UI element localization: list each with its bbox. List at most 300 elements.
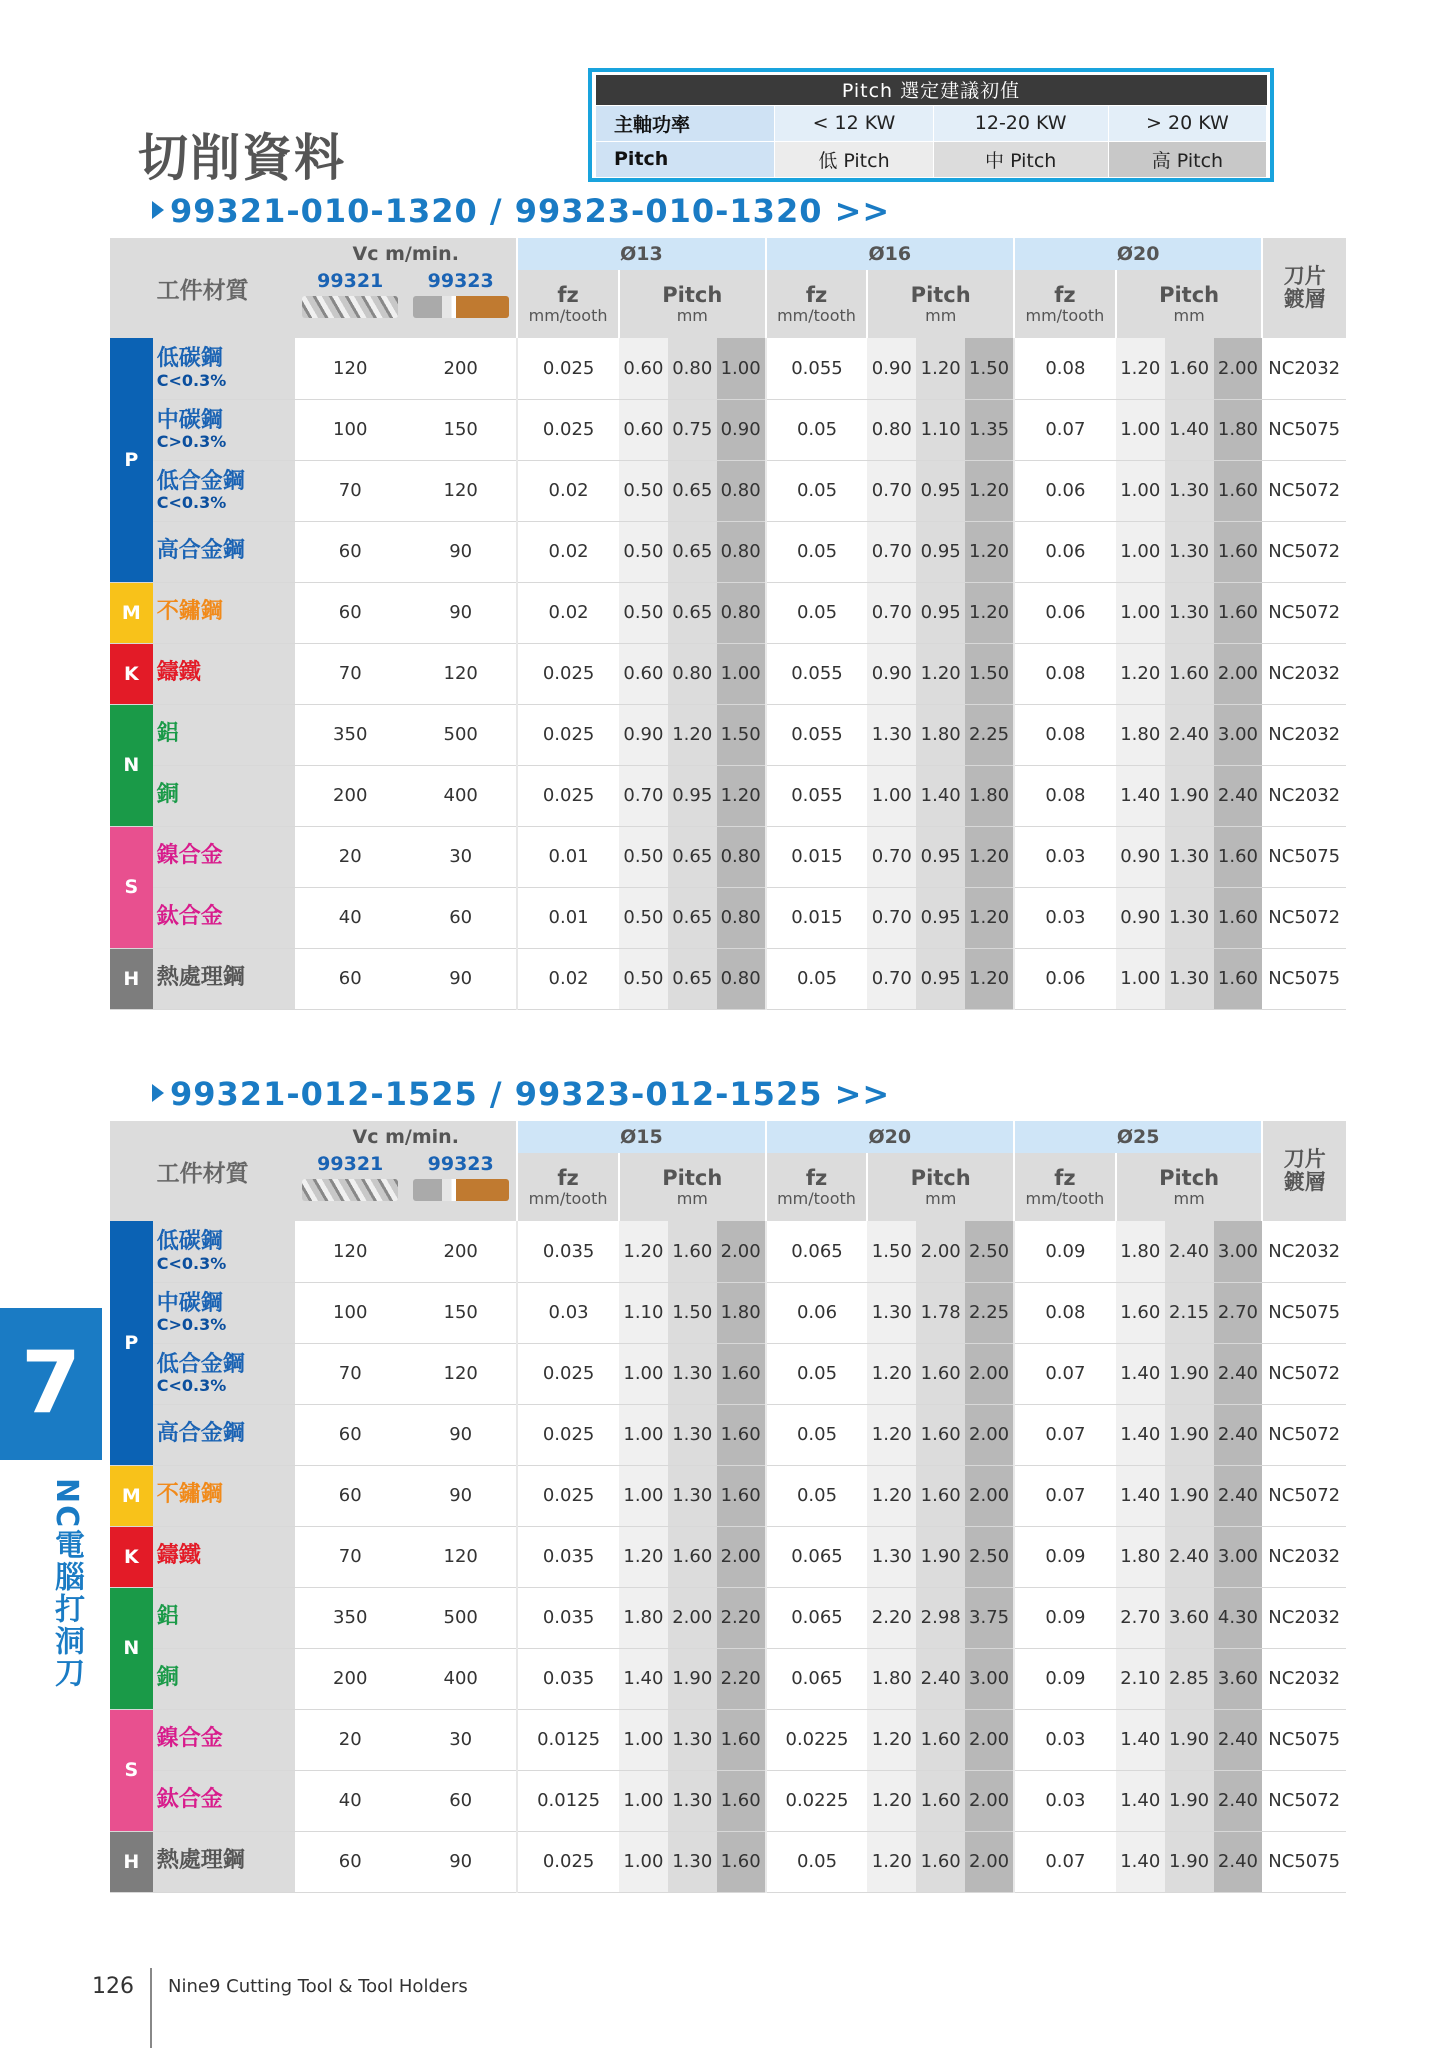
diameter-header: Ø25 [1014,1121,1262,1153]
iso-group-p: P [110,1221,153,1465]
fz-label: fz [805,1165,828,1190]
pitch-high-value: 0.90 [717,399,766,460]
pitch-mid-value: 1.90 [1165,1343,1214,1404]
pitch-mid-value: 0.65 [668,582,717,643]
coating-header-text: 刀片 鍍層 [1283,263,1326,311]
vc-99323: 150 [405,399,517,460]
vc-header: Vc m/min. [295,1121,517,1153]
fz-header [1014,1153,1116,1221]
pitch-high-value: 2.00 [717,1526,766,1587]
pitch-low-value: 1.30 [867,704,916,765]
pitch-mid-value: 2.85 [1165,1648,1214,1709]
coating-header [1262,1121,1346,1221]
vc-99323: 120 [405,1526,517,1587]
pitch-mid-value: 2.40 [1165,1221,1214,1282]
footer-brand: Nine9 Cutting Tool & Tool Holders [168,1976,468,1997]
coating-value: NC5072 [1262,1770,1346,1831]
pitch-high-value: 1.20 [717,765,766,826]
pitch-high-value: 2.20 [717,1648,766,1709]
fz-value: 0.065 [766,1587,868,1648]
pitch-low-value: 1.80 [619,1587,668,1648]
pitch-high-value: 2.40 [1214,1404,1263,1465]
fz-value: 0.05 [766,1831,868,1892]
pitch-mid-value: 1.60 [916,1770,965,1831]
pitch-low-value: 1.10 [619,1282,668,1343]
pitch-low-value: 1.00 [619,1770,668,1831]
chapter-tab: 7 [0,1308,102,1460]
pitch-high-value: 2.40 [1214,1709,1263,1770]
pitch-unit: mm [1173,305,1205,325]
pitch-low-value: 1.40 [1116,1770,1165,1831]
pitch-mid-value: 1.30 [1165,521,1214,582]
pitch-low-value: 1.40 [1116,1831,1165,1892]
pitch-low-value: 0.90 [867,643,916,704]
pitch-mid-value: 0.65 [668,887,717,948]
pitch-low-value: 0.70 [867,826,916,887]
pitch-low-value: 1.00 [619,1465,668,1526]
fz-value: 0.05 [766,1343,868,1404]
pitch-header [619,270,766,338]
pitch-low-value: 1.80 [867,1648,916,1709]
coating-value: NC2032 [1262,1526,1346,1587]
fz-value: 0.08 [1014,765,1116,826]
fz-value: 0.035 [517,1587,619,1648]
iso-group-h: H [110,1831,153,1892]
fz-value: 0.09 [1014,1587,1116,1648]
fz-header [1014,270,1116,338]
power-high: > 20 KW [1108,105,1266,141]
material-name: 鈦合金 [156,904,223,930]
table-row [110,1587,1346,1648]
pitch-low-value: 1.20 [867,1770,916,1831]
pitch-high-value: 1.60 [717,1343,766,1404]
material-name: 高合金鋼 [156,538,245,564]
vc-99321: 350 [295,704,405,765]
fz-value: 0.05 [766,521,868,582]
pitch-label: Pitch [662,1165,723,1190]
product-99323-label: 99323 [427,270,494,292]
pitch-high-value: 2.00 [717,1221,766,1282]
pitch-low-value: 1.20 [619,1221,668,1282]
vc-99323: 400 [405,765,517,826]
fz-value: 0.03 [1014,826,1116,887]
table-row [110,1343,1346,1404]
fz-header [766,270,868,338]
vc-99323: 90 [405,1465,517,1526]
table-row [110,521,1346,582]
pitch-low-value: 1.80 [1116,1221,1165,1282]
pitch-high-value: 1.60 [717,1831,766,1892]
pitch-high-value: 1.60 [1214,887,1263,948]
pitch-high-value: 3.00 [1214,1526,1263,1587]
pitch-high-value: 0.80 [717,521,766,582]
pitch-high-value: 1.20 [965,948,1014,1009]
material-label [153,521,296,582]
pitch-high-value: 1.60 [1214,460,1263,521]
iso-group-k: K [110,1526,153,1587]
diameter-header: Ø16 [766,238,1014,270]
vc-99321: 60 [295,582,405,643]
coating-value: NC5075 [1262,1282,1346,1343]
fz-value: 0.065 [766,1648,868,1709]
fz-value: 0.05 [766,399,868,460]
material-label [153,460,296,521]
pitch-mid-value: 1.20 [668,704,717,765]
pitch-mid-value: 1.60 [668,1221,717,1282]
material-name: 不鏽鋼 [156,1482,223,1508]
pitch-high-value: 3.00 [1214,1221,1263,1282]
material-name: 中碳鋼 [156,1290,223,1316]
pitch-mid-value: 1.40 [1165,399,1214,460]
pitch-low-value: 1.00 [619,1343,668,1404]
material-label [153,1587,296,1648]
pitch-unit: mm [925,1188,957,1208]
iso-group-k: K [110,643,153,704]
pitch-high-value: 1.00 [717,643,766,704]
pitch-low-value: 1.00 [867,765,916,826]
pitch-high-value: 3.00 [1214,704,1263,765]
pitch-mid-value: 1.80 [916,704,965,765]
pitch-mid-value: 0.65 [668,521,717,582]
material-label [153,704,296,765]
fz-value: 0.025 [517,338,619,399]
material-label [153,338,296,399]
coating-value: NC5075 [1262,948,1346,1009]
fz-value: 0.025 [517,1343,619,1404]
fz-value: 0.01 [517,887,619,948]
diameter-header: Ø20 [766,1121,1014,1153]
fz-label: fz [557,1165,579,1190]
coating-header-text: 刀片 鍍層 [1283,1146,1326,1194]
pitch-low-value: 1.20 [1116,643,1165,704]
pitch-mid-value: 2.00 [916,1221,965,1282]
pitch-mid: 中 Pitch [933,141,1108,177]
table-row [110,582,1346,643]
iso-group-s: S [110,826,153,948]
pitch-high-value: 2.20 [717,1587,766,1648]
pitch-table-title: Pitch 選定建議初值 [596,75,1267,105]
coating-value: NC2032 [1262,643,1346,704]
pitch-mid-value: 1.60 [916,1343,965,1404]
fz-value: 0.065 [766,1526,868,1587]
coating-value: NC2032 [1262,1648,1346,1709]
pitch-mid-value: 2.00 [668,1587,717,1648]
pitch-mid-value: 1.30 [1165,460,1214,521]
pitch-high-value: 1.20 [965,460,1014,521]
pitch-low-value: 0.50 [619,460,668,521]
vc-99321: 20 [295,826,405,887]
pitch-low-value: 0.90 [867,338,916,399]
product-99323-header [405,270,517,338]
fz-value: 0.055 [766,704,868,765]
table-row [110,1526,1346,1587]
fz-value: 0.035 [517,1648,619,1709]
fz-value: 0.025 [517,643,619,704]
pitch-mid-value: 2.40 [1165,704,1214,765]
pitch-mid-value: 1.60 [916,1831,965,1892]
pitch-low-value: 0.50 [619,582,668,643]
pitch-high-value: 2.00 [965,1831,1014,1892]
material-header: 工件材質 [110,238,295,338]
pitch-mid-value: 1.60 [668,1526,717,1587]
pitch-mid-value: 1.30 [1165,582,1214,643]
material-name: 高合金鋼 [156,1421,245,1447]
pitch-unit: mm [925,305,957,325]
material-label [153,1404,296,1465]
coating-header [1262,238,1346,338]
fz-value: 0.07 [1014,1465,1116,1526]
pitch-high-value: 2.50 [965,1221,1014,1282]
iso-group-m: M [110,582,153,643]
pitch-low-value: 1.40 [1116,1343,1165,1404]
pitch-high-value: 3.75 [965,1587,1014,1648]
product-99323-label: 99323 [427,1153,494,1175]
pitch-label: Pitch [1159,282,1220,307]
pitch-mid-value: 0.65 [668,826,717,887]
table-row [110,1221,1346,1282]
fz-value: 0.05 [766,582,868,643]
vc-99323: 30 [405,826,517,887]
drill-99321-image [302,1179,398,1201]
pitch-mid-value: 1.60 [916,1709,965,1770]
coating-value: NC5072 [1262,1404,1346,1465]
pitch-mid-value: 1.78 [916,1282,965,1343]
pitch-low-value: 1.20 [867,1709,916,1770]
fz-value: 0.07 [1014,1404,1116,1465]
coating-value: NC2032 [1262,704,1346,765]
fz-value: 0.015 [766,887,868,948]
pitch-row1-label: 主軸功率 [596,105,775,141]
pitch-mid-value: 1.60 [916,1404,965,1465]
pitch-high-value: 1.60 [717,1404,766,1465]
table-row [110,826,1346,887]
pitch-mid-value: 1.30 [1165,948,1214,1009]
vc-99323: 120 [405,1343,517,1404]
pitch-mid-value: 1.30 [668,1343,717,1404]
fz-value: 0.07 [1014,1343,1116,1404]
fz-unit: mm/tooth [528,305,608,325]
fz-value: 0.02 [517,460,619,521]
pitch-high-value: 3.00 [965,1648,1014,1709]
material-label [153,1709,296,1770]
material-label [153,1648,296,1709]
pitch-low-value: 1.00 [1116,582,1165,643]
table-row [110,643,1346,704]
pitch-low-value: 1.00 [1116,399,1165,460]
coating-value: NC5075 [1262,1709,1346,1770]
pitch-header [867,270,1014,338]
fz-value: 0.05 [766,1404,868,1465]
drill-99321-image [302,296,398,318]
fz-header [517,1153,619,1221]
material-label [153,826,296,887]
material-label [153,948,296,1009]
pitch-low-value: 2.20 [867,1587,916,1648]
material-name: 銅 [156,782,179,808]
pitch-low-value: 0.70 [867,948,916,1009]
pitch-high-value: 2.00 [1214,643,1263,704]
pitch-low-value: 1.20 [867,1831,916,1892]
fz-value: 0.02 [517,521,619,582]
pitch-low-value: 0.80 [867,399,916,460]
material-label [153,1526,296,1587]
material-label [153,1831,296,1892]
coating-value: NC5072 [1262,1343,1346,1404]
fz-value: 0.025 [517,1465,619,1526]
fz-value: 0.0225 [766,1770,868,1831]
vc-header: Vc m/min. [295,238,517,270]
table-row [110,399,1346,460]
material-label [153,765,296,826]
material-name: 不鏽鋼 [156,599,223,625]
fz-value: 0.08 [1014,338,1116,399]
section-title-1-text: 99321-010-1320 / 99323-010-1320 >> [170,192,891,230]
material-name: 低合金鋼 [156,468,245,494]
section-title-2-text: 99321-012-1525 / 99323-012-1525 >> [170,1075,891,1113]
table-row [110,704,1346,765]
pitch-low-value: 0.70 [867,521,916,582]
pitch-mid-value: 3.60 [1165,1587,1214,1648]
table-row [110,765,1346,826]
page-number: 126 [92,1974,134,1999]
table-row [110,887,1346,948]
pitch-mid-value: 1.30 [668,1404,717,1465]
iso-group-n: N [110,704,153,826]
vc-99321: 100 [295,1282,405,1343]
vc-99321: 60 [295,948,405,1009]
pitch-high-value: 1.60 [1214,826,1263,887]
drill-99323-image [413,296,509,318]
vc-99323: 500 [405,1587,517,1648]
fz-unit: mm/tooth [528,1188,608,1208]
table-row [110,1709,1346,1770]
fz-value: 0.06 [1014,460,1116,521]
vc-99323: 60 [405,887,517,948]
coating-value: NC5075 [1262,1831,1346,1892]
table-row [110,1465,1346,1526]
fz-value: 0.065 [766,1221,868,1282]
vc-99321: 60 [295,1404,405,1465]
fz-unit: mm/tooth [1025,305,1105,325]
material-label [153,399,296,460]
fz-value: 0.01 [517,826,619,887]
footer-divider [150,1968,152,2048]
material-header: 工件材質 [110,1121,295,1221]
pitch-mid-value: 1.20 [916,643,965,704]
pitch-high-value: 1.20 [965,887,1014,948]
pitch-high-value: 2.25 [965,1282,1014,1343]
pitch-low-value: 0.90 [1116,887,1165,948]
pitch-high-value: 2.25 [965,704,1014,765]
pitch-mid-value: 0.80 [668,643,717,704]
pitch-low-value: 1.00 [1116,460,1165,521]
vc-99323: 30 [405,1709,517,1770]
fz-value: 0.05 [766,948,868,1009]
pitch-low-value: 1.20 [867,1404,916,1465]
material-name: 鋁 [156,721,179,747]
vc-99321: 100 [295,399,405,460]
pitch-low-value: 0.60 [619,338,668,399]
fz-value: 0.03 [1014,887,1116,948]
material-sub: C<0.3% [156,1253,227,1273]
pitch-low-value: 0.50 [619,521,668,582]
fz-label: fz [1054,282,1076,307]
pitch-low-value: 0.70 [619,765,668,826]
fz-value: 0.025 [517,1831,619,1892]
material-name: 鎳合金 [156,1726,223,1752]
fz-value: 0.08 [1014,643,1116,704]
pitch-mid-value: 0.95 [668,765,717,826]
fz-value: 0.025 [517,704,619,765]
pitch-high-value: 1.20 [965,826,1014,887]
pitch-high-value: 4.30 [1214,1587,1263,1648]
pitch-high-value: 2.00 [965,1709,1014,1770]
vc-99321: 60 [295,1831,405,1892]
material-label [153,1770,296,1831]
pitch-mid-value: 1.90 [1165,765,1214,826]
product-99321-header [295,1153,405,1221]
pitch-selection-table [588,68,1274,182]
fz-label: fz [805,282,828,307]
pitch-label: Pitch [910,1165,971,1190]
iso-group-m: M [110,1465,153,1526]
vc-99321: 70 [295,460,405,521]
pitch-mid-value: 1.40 [916,765,965,826]
vc-99321: 20 [295,1709,405,1770]
pitch-unit: mm [676,305,708,325]
pitch-high-value: 1.80 [717,1282,766,1343]
fz-value: 0.015 [766,826,868,887]
pitch-mid-value: 1.30 [668,1770,717,1831]
vc-99323: 120 [405,460,517,521]
vc-99323: 90 [405,582,517,643]
pitch-row2-label: Pitch [596,141,775,177]
pitch-low-value: 0.70 [867,887,916,948]
pitch-high-value: 2.00 [965,1770,1014,1831]
fz-header [766,1153,868,1221]
vc-99323: 90 [405,1831,517,1892]
vc-99321: 70 [295,1526,405,1587]
pitch-high-value: 1.50 [965,338,1014,399]
coating-value: NC2032 [1262,1587,1346,1648]
section-title-2 [152,1075,890,1113]
pitch-low-value: 0.50 [619,948,668,1009]
pitch-unit: mm [1173,1188,1205,1208]
power-low: < 12 KW [775,105,933,141]
table-row [110,1282,1346,1343]
pitch-mid-value: 1.90 [668,1648,717,1709]
pitch-low-value: 1.30 [867,1526,916,1587]
fz-value: 0.025 [517,399,619,460]
pitch-low-value: 1.80 [1116,704,1165,765]
pitch-mid-value: 1.50 [668,1282,717,1343]
product-99321-label: 99321 [317,1153,384,1175]
pitch-low-value: 0.60 [619,399,668,460]
pitch-high-value: 1.50 [717,704,766,765]
drill-99323-image [413,1179,509,1201]
material-name: 中碳鋼 [156,407,223,433]
pitch-low-value: 1.80 [1116,1526,1165,1587]
fz-value: 0.025 [517,1404,619,1465]
coating-value: NC5075 [1262,826,1346,887]
material-label [153,887,296,948]
pitch-low-value: 1.30 [867,1282,916,1343]
vc-99321: 40 [295,1770,405,1831]
fz-value: 0.05 [766,1465,868,1526]
pitch-label: Pitch [662,282,723,307]
vc-99321: 200 [295,1648,405,1709]
pitch-low-value: 1.40 [1116,1465,1165,1526]
